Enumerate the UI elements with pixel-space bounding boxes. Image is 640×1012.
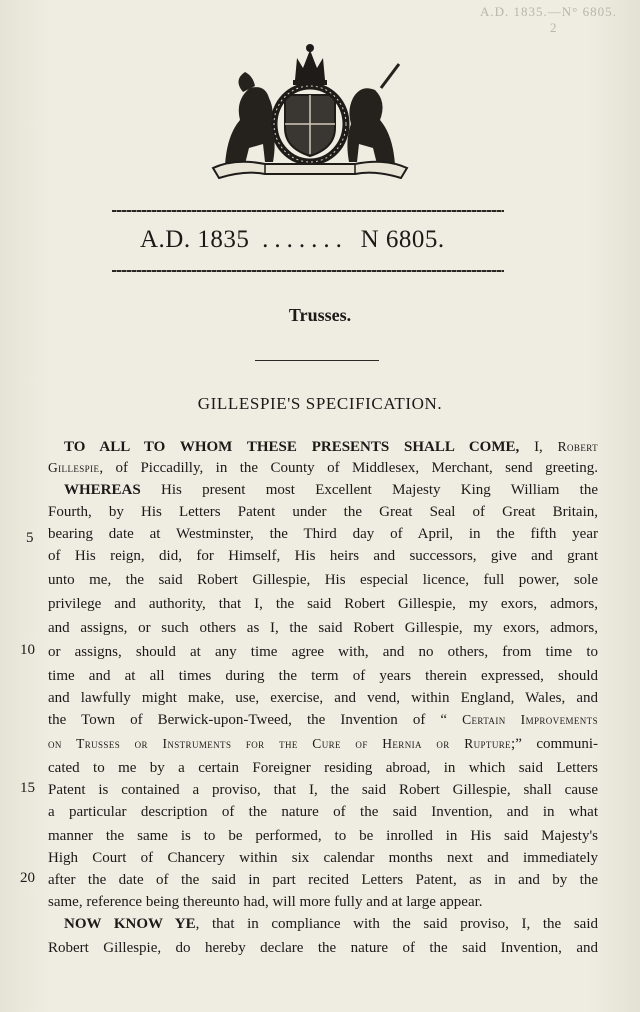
line-text: High Court of Chancery within six calendar months next and immediately bbox=[48, 850, 598, 866]
line-text: cated to me by a certain Foreigner residing abroad, in which said Letters bbox=[48, 760, 598, 776]
line-text: a particular description of the nature of the said Invention, and in what bbox=[48, 804, 598, 820]
line-text: privilege and authority, that I, the said Robert Gillespie, my exors, admors, bbox=[48, 596, 598, 612]
body-line bbox=[48, 458, 598, 478]
top-rule bbox=[112, 210, 504, 212]
line-text: of His reign, did, for Himself, His heirs and successors, give and grant bbox=[48, 548, 598, 564]
line-text: Fourth, by His Letters Patent under the Great Seal of Great Britain, bbox=[48, 504, 598, 520]
body-line bbox=[48, 780, 598, 800]
page-number: 2 bbox=[550, 20, 558, 35]
line-text: after the date of the said in part recited Letters Patent, as in and by the bbox=[48, 872, 598, 888]
line-text: His present most Excellent Majesty King William the bbox=[140, 482, 598, 498]
line-text: I, bbox=[519, 439, 558, 455]
line-number: 5 bbox=[26, 530, 34, 546]
patent-number: N 6805. bbox=[360, 226, 445, 253]
line-text: , of Piccadilly, in the County of Middlesex, Merchant, send greeting. bbox=[99, 460, 598, 476]
line-text: or assigns, should at any time agree with, and no others, from time to bbox=[48, 644, 598, 660]
royal-coat-of-arms-icon bbox=[205, 40, 415, 180]
small-caps-text: Gillespie bbox=[48, 460, 100, 475]
body-line bbox=[48, 524, 598, 544]
patent-number-line bbox=[140, 226, 500, 254]
body-line bbox=[48, 642, 598, 662]
line-text: and lawfully might make, use, exercise, and vend, within England, Wales, and bbox=[48, 690, 598, 706]
line-text: same, reference being thereunto had, will more fully and at large appear. bbox=[48, 894, 483, 910]
short-rule bbox=[255, 360, 379, 361]
running-head-text: A.D. 1835.—N° 6805. bbox=[480, 4, 617, 19]
running-head bbox=[480, 4, 640, 36]
line-text: unto me, the said Robert Gillespie, His especial licence, full power, sole bbox=[48, 572, 598, 588]
lead-words: WHEREAS bbox=[64, 482, 141, 498]
patent-subject: Trusses. bbox=[288, 305, 352, 325]
body-line bbox=[48, 802, 598, 822]
line-text: the Town of Berwick-upon-Tweed, the Invention of “ bbox=[48, 712, 463, 728]
body-line bbox=[48, 938, 598, 958]
body-line bbox=[48, 758, 598, 778]
body-line bbox=[48, 848, 598, 868]
body-line bbox=[48, 666, 598, 686]
body-line bbox=[48, 546, 598, 566]
line-text: time and at all times during the term of years therein expressed, should bbox=[48, 668, 598, 684]
line-text: Robert Gillespie, do hereby declare the nature of the said Invention, and bbox=[48, 940, 598, 956]
line-text: Patent is contained a proviso, that I, the said Robert Gillespie, shall cause bbox=[48, 782, 598, 798]
body-line bbox=[48, 826, 598, 846]
body-line bbox=[64, 914, 598, 934]
line-text: and assigns, or such others as I, the said Robert Gillespie, my exors, admors, bbox=[48, 620, 598, 636]
body-line bbox=[64, 480, 598, 500]
line-text: ;” communi- bbox=[511, 736, 599, 752]
line-number: 10 bbox=[20, 642, 35, 658]
body-line bbox=[48, 688, 598, 708]
body-line bbox=[48, 734, 598, 754]
line-number: 20 bbox=[20, 870, 35, 886]
body-line bbox=[48, 570, 598, 590]
small-caps-text: Robert bbox=[557, 439, 598, 454]
line-number: 15 bbox=[20, 780, 35, 796]
patent-year: A.D. 1835 bbox=[140, 226, 250, 253]
small-caps-text: on Trusses or Instruments for the Cure of Hernia or Rupture bbox=[48, 736, 512, 751]
leader-dots: ....... bbox=[262, 226, 348, 253]
lead-words: NOW KNOW YE bbox=[64, 916, 196, 932]
body-line bbox=[48, 502, 598, 522]
bottom-rule bbox=[112, 270, 504, 272]
body-line bbox=[48, 870, 598, 890]
small-caps-text: Certain Improvements bbox=[462, 712, 598, 727]
line-text: , that in compliance with the said proviso, I, the said bbox=[195, 916, 598, 932]
line-text: bearing date at Westminster, the Third day of April, in the fifth year bbox=[48, 526, 598, 542]
specification-title: GILLESPIE'S SPECIFICATION. bbox=[197, 394, 443, 413]
body-line bbox=[48, 594, 598, 614]
line-text: manner the same is to be performed, to be inrolled in His said Majesty's bbox=[48, 828, 598, 844]
lead-words: TO ALL TO WHOM THESE PRESENTS SHALL COME, bbox=[64, 439, 520, 455]
body-line bbox=[64, 437, 598, 457]
body-line bbox=[48, 618, 598, 638]
body-line bbox=[48, 892, 598, 912]
body-line bbox=[48, 710, 598, 730]
